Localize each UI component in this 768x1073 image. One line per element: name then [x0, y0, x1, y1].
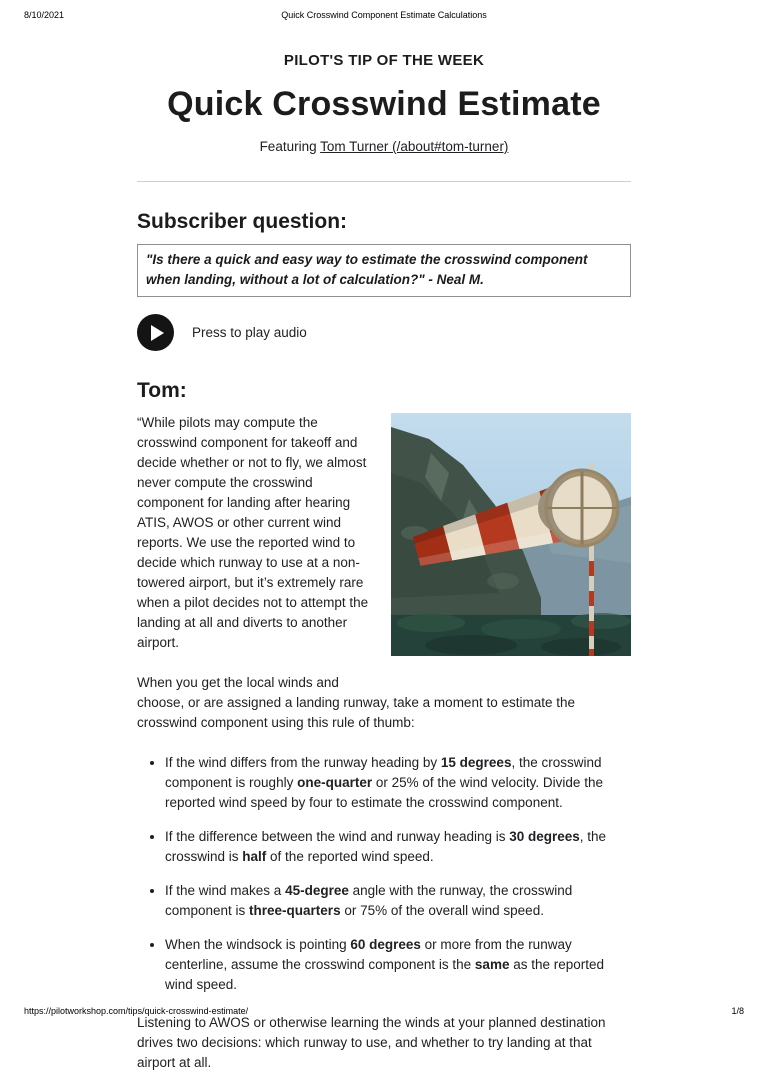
divider	[137, 181, 631, 182]
play-audio-label: Press to play audio	[192, 325, 307, 340]
question-quote-box: "Is there a quick and easy way to estimate the crosswind component when landing, without a lot of calculation?" - Neal M.	[137, 244, 631, 297]
rule-item-30-degrees: • If the difference between the wind and runway heading is 30 degrees, the crosswind is half of the reported wind speed.	[165, 827, 631, 867]
byline	[137, 139, 631, 154]
tom-heading: Tom:	[137, 379, 187, 402]
byline-prefix: Featuring	[259, 139, 321, 154]
rule-item-45-degrees: • If the wind makes a 45-degree angle with the runway, the crosswind component is three-quarters or 75% of the overall wind speed.	[165, 881, 631, 921]
play-icon	[137, 314, 174, 351]
rule-item-15-degrees: • If the wind differs from the runway heading by 15 degrees, the crosswind component is roughly one-quarter or 25% of the wind velocity. Divide the reported wind speed by four to estimate the crosswind component.	[165, 753, 631, 813]
windsock-photo	[391, 413, 631, 656]
page-title: Quick Crosswind Estimate	[167, 85, 601, 123]
article-body	[137, 413, 631, 1073]
rules-list	[137, 753, 631, 995]
paragraph-closing: Listening to AWOS or otherwise learning the winds at your planned destination drives two decisions: which runway to use, and whether to try landing at that airport at all.	[137, 1015, 606, 1070]
paragraph-rule-of-thumb: When you get the local winds and choose, or are assigned a landing runway, take a moment to estimate the crosswind component using this rule of thumb:	[137, 675, 575, 730]
print-header	[0, 8, 768, 22]
paragraph-intro: “While pilots may compute the crosswind component for takeoff and decide whether or not to fly, we almost never compute the crosswind component for landing after hearing ATIS, AWOS or other current wind reports. We use the reported wind to decide which runway to use at a non-towered airport, but it’s extremely rare when a pilot decides not to attempt the landing at all and diverts to another airport.	[137, 415, 369, 650]
page-content	[137, 0, 631, 1073]
footer-url: https://pilotworkshop.com/tips/quick-crosswind-estimate/	[24, 1006, 249, 1016]
subscriber-question-heading: Subscriber question:	[137, 210, 348, 233]
footer-page-number: 1/8	[731, 1006, 744, 1016]
play-audio-button[interactable]	[137, 314, 307, 351]
author-link[interactable]: Tom Turner (/about#tom-turner)	[320, 139, 509, 154]
kicker: PILOT'S TIP OF THE WEEK	[283, 52, 485, 69]
print-doc-title: Quick Crosswind Component Estimate Calculations	[281, 10, 487, 20]
rule-item-60-degrees: • When the windsock is pointing 60 degrees or more from the runway centerline, assume the crosswind component is the same as the reported wind speed.	[165, 935, 631, 995]
print-date: 8/10/2021	[24, 10, 65, 20]
print-footer	[24, 1006, 744, 1016]
